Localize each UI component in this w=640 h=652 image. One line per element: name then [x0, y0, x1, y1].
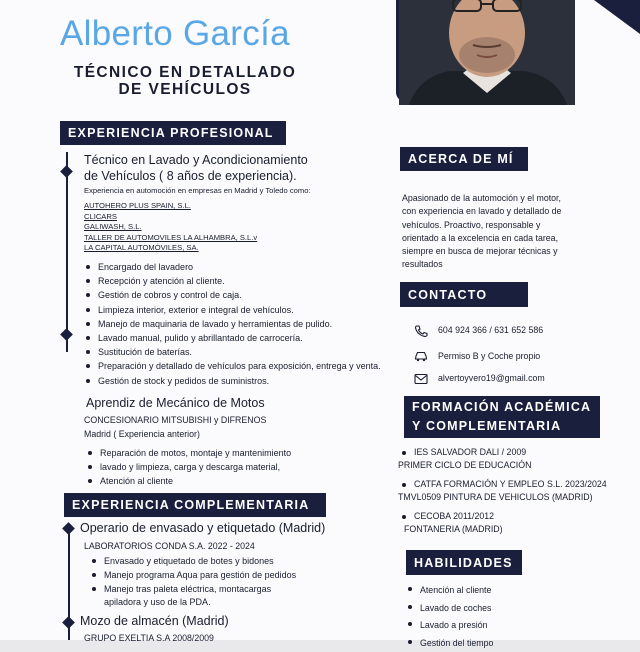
- mail-icon: [414, 373, 428, 385]
- about-heading: ACERCA DE MÍ: [400, 147, 528, 171]
- corner-decoration: [594, 0, 640, 34]
- comp-job1-bullets: [90, 554, 296, 597]
- about-line: orientado a la excelencia en cada tarea,: [402, 232, 561, 245]
- job1-title-line2: de Vehículos ( 8 años de experiencia).: [84, 168, 308, 184]
- company-link[interactable]: CLICARS: [84, 212, 257, 223]
- about-line: Apasionado de la automoción y el motor,: [402, 192, 561, 205]
- about-line: vehículos. Proactivo, responsable y: [402, 219, 561, 232]
- job-title-line1: TÉCNICO EN DETALLADO: [40, 64, 330, 81]
- comp-job1-bullet-cont: apiladora y uso de la PDA.: [104, 597, 211, 607]
- job2-company: CONCESIONARIO MITSUBISHI y DIFRENOS: [84, 415, 266, 425]
- contact-email[interactable]: alvertoyvero19@gmail.com: [438, 373, 545, 383]
- car-icon: [414, 350, 428, 362]
- about-text: [402, 192, 561, 272]
- education-heading-line2: Y COMPLEMENTARIA: [412, 417, 561, 436]
- education-detail: FONTANERIA (MADRID): [404, 524, 503, 534]
- job2-place: Madrid ( Experiencia anterior): [84, 429, 200, 439]
- contact-phone[interactable]: 604 924 366 / 631 652 586: [438, 325, 543, 335]
- list-item: Manejo programa Aqua para gestión de pedidos: [90, 568, 296, 582]
- list-item: Limpieza interior, exterior e integral de vehículos.: [84, 303, 381, 317]
- candidate-name: Alberto García: [60, 14, 290, 54]
- comp-job1-company: LABORATORIOS CONDA S.A. 2022 - 2024: [84, 541, 255, 551]
- job1-companies: [84, 201, 257, 254]
- list-item: Gestión de stock y pedidos de suministros.: [84, 374, 381, 388]
- about-line: con experiencia en lavado y detallado de: [402, 205, 561, 218]
- list-item: Manejo tras paleta eléctrica, montacargas: [90, 582, 296, 596]
- contact-heading: CONTACTO: [400, 282, 528, 307]
- timeline-diamond: [62, 616, 75, 629]
- education-list: [400, 446, 526, 458]
- education-list: [400, 510, 494, 522]
- education-item: IES SALVADOR DALI / 2009: [400, 446, 526, 458]
- list-item: Atención al cliente: [86, 474, 291, 488]
- education-item: CATFA FORMACIÓN Y EMPLEO S.L. 2023/2024: [400, 478, 607, 490]
- company-link[interactable]: GALIWASH, S.L.: [84, 222, 257, 233]
- job1-title: [84, 152, 308, 184]
- profile-photo: [396, 0, 572, 102]
- about-line: siempre en busca de mejorar técnicas y: [402, 245, 561, 258]
- skill-item: Lavado de coches: [406, 600, 493, 618]
- job1-bullets: [84, 260, 381, 388]
- list-item: Reparación de motos, montaje y mantenimiento: [86, 446, 291, 460]
- list-item: Encargado del lavadero: [84, 260, 381, 274]
- education-heading-line1: FORMACIÓN ACADÉMICA: [412, 398, 591, 417]
- skill-item: Gestión del tiempo: [406, 635, 493, 652]
- skill-item: Atención al cliente: [406, 582, 493, 600]
- education-item: CECOBA 2011/2012: [400, 510, 494, 522]
- comp-job2-company: GRUPO EXELTIA S.A 2008/2009: [84, 633, 214, 643]
- list-item: Sustitución de baterías.: [84, 345, 381, 359]
- timeline-diamond: [60, 328, 73, 341]
- education-detail: PRIMER CICLO DE EDUCACIÓN: [398, 460, 531, 470]
- education-detail: TMVL0509 PINTURA DE VEHICULOS (MADRID): [398, 492, 593, 502]
- job2-bullets: [86, 446, 291, 489]
- timeline-diamond: [62, 522, 75, 535]
- education-heading: [404, 396, 600, 438]
- job1-title-line1: Técnico en Lavado y Acondicionamiento: [84, 152, 308, 168]
- timeline-diamond: [60, 165, 73, 178]
- experience-heading: EXPERIENCIA PROFESIONAL: [60, 121, 286, 145]
- complementary-heading: EXPERIENCIA COMPLEMENTARIA: [64, 493, 326, 517]
- phone-icon: [414, 325, 428, 337]
- list-item: Manejo de maquinaria de lavado y herramientas de pulido.: [84, 317, 381, 331]
- list-item: Recepción y atención al cliente.: [84, 274, 381, 288]
- skills-heading: HABILIDADES: [406, 550, 522, 575]
- company-link[interactable]: AUTOHERO PLUS SPAIN, S.L.: [84, 201, 257, 212]
- list-item: Gestión de cobros y control de caja.: [84, 288, 381, 302]
- list-item: lavado y limpieza, carga y descarga material,: [86, 460, 291, 474]
- job-title: [40, 64, 330, 98]
- list-item: Envasado y etiquetado de botes y bidones: [90, 554, 296, 568]
- list-item: Lavado manual, pulido y abrillantado de carrocería.: [84, 331, 381, 345]
- skill-item: Lavado a presión: [406, 617, 493, 635]
- company-link[interactable]: TALLER DE AUTOMOVILES LA ALHAMBRA, S.L.v: [84, 233, 257, 244]
- portrait-image: [399, 0, 575, 105]
- job1-intro: Experiencia en automoción en empresas en Madrid y Toledo como:: [84, 186, 311, 195]
- list-item: Preparación y detallado de vehículos para exposición, entrega y venta.: [84, 359, 381, 373]
- comp-job2-title: Mozo de almacén (Madrid): [80, 614, 229, 628]
- job2-title: Aprendiz de Mecánico de Motos: [86, 396, 265, 410]
- about-line: resultados: [402, 258, 561, 271]
- timeline-line: [66, 152, 68, 352]
- skills-list: [406, 582, 493, 652]
- company-link[interactable]: LA CAPITAL AUTOMÓVILES, SA.: [84, 243, 257, 254]
- comp-job1-title: Operario de envasado y etiquetado (Madrid): [80, 521, 325, 535]
- job-title-line2: DE VEHÍCULOS: [40, 81, 330, 98]
- education-list: [400, 478, 607, 490]
- contact-license: Permiso B y Coche propio: [438, 351, 540, 361]
